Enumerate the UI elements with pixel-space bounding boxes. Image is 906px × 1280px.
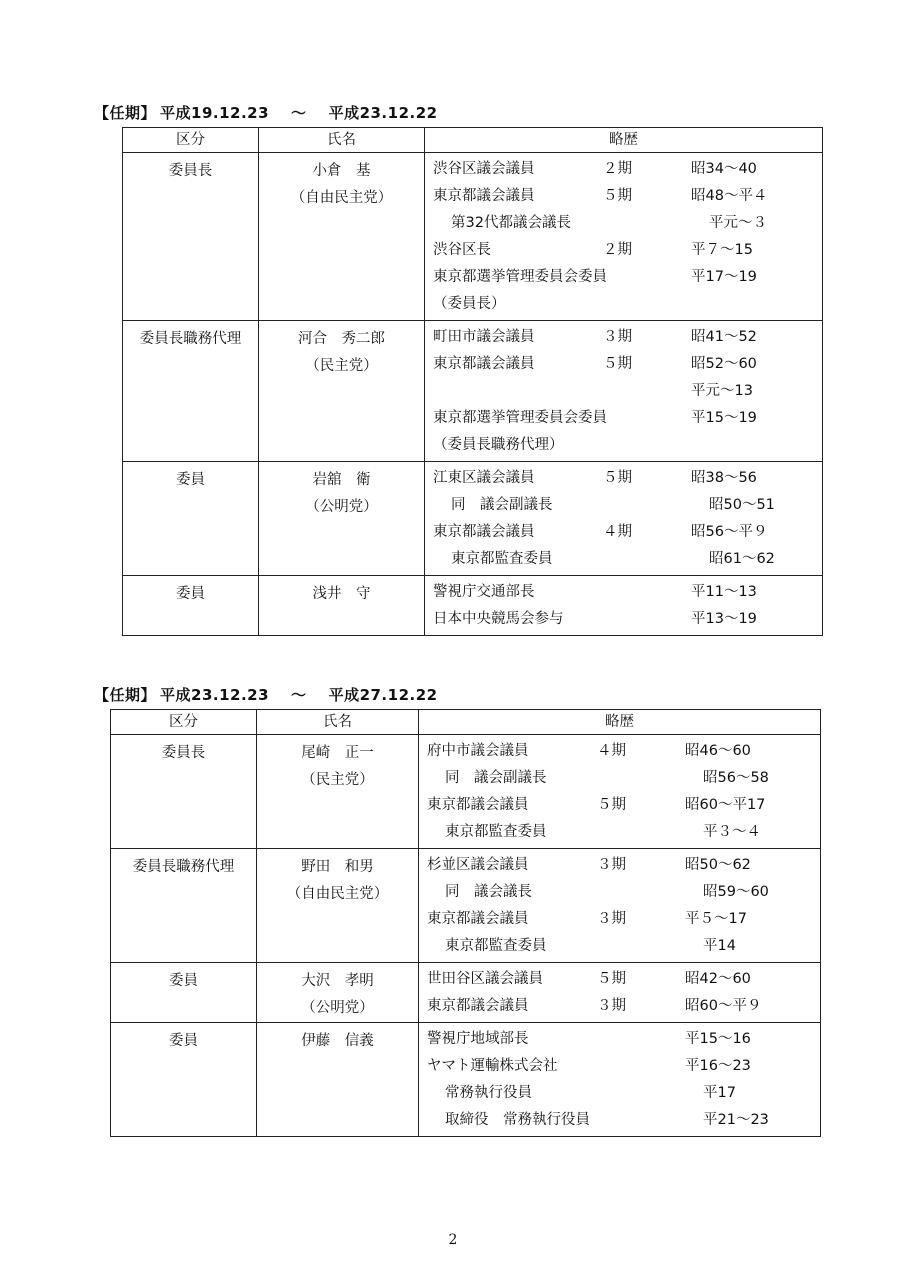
career-term: [597, 1053, 685, 1080]
career-term: ３期: [603, 329, 632, 345]
member-role-cell: [123, 576, 259, 636]
career-period: 平16～23: [685, 1058, 751, 1074]
career-title: 東京都議会議員: [433, 524, 535, 540]
member-party: （民主党）: [305, 358, 378, 374]
career-entry: [425, 210, 822, 237]
career-entry: [425, 579, 822, 606]
career-entry: [419, 1026, 820, 1053]
career-title: 渋谷区長: [433, 242, 491, 258]
member-name: 岩舘 衛: [312, 472, 371, 488]
career-period: 昭46～60: [685, 743, 751, 759]
career-term: [615, 879, 703, 906]
page-number: 2: [448, 1232, 458, 1248]
member-row: [111, 1023, 821, 1137]
career-title: 取締役 常務執行役員: [445, 1112, 590, 1128]
career-term: [603, 291, 691, 318]
career-period: 平７～15: [691, 242, 753, 258]
career-period: [691, 432, 822, 459]
member-career-cell: [425, 462, 823, 576]
career-entry: [419, 792, 820, 819]
member-party: （公明党）: [301, 1000, 374, 1016]
career-entry: [419, 993, 820, 1020]
career-term: ５期: [603, 356, 632, 372]
career-title: 世田谷区議会議員: [427, 971, 543, 987]
term-heading-1: [94, 102, 438, 123]
career-title: 東京都監査委員: [445, 938, 547, 954]
member-role-cell: [123, 462, 259, 576]
career-term: [615, 933, 703, 960]
table-body: [111, 735, 821, 1137]
career-entry: [425, 237, 822, 264]
career-period: 平11～13: [691, 584, 757, 600]
member-row: [123, 576, 823, 636]
header-name: 氏名: [259, 128, 425, 153]
member-row: [111, 735, 821, 849]
member-name-cell: [259, 462, 425, 576]
career-entry: [419, 879, 820, 906]
career-title: 日本中央競馬会参与: [433, 611, 564, 627]
career-entry: [425, 432, 822, 459]
member-name: 河合 秀二郎: [298, 331, 385, 347]
career-term: ３期: [597, 998, 626, 1014]
career-title: 東京都議会議員: [427, 911, 529, 927]
member-party: （自由民主党）: [286, 886, 389, 902]
career-period: [691, 291, 822, 318]
career-title: 東京都選挙管理委員会委員: [433, 269, 607, 285]
member-name-cell: [259, 153, 425, 321]
career-period: 昭41～52: [691, 329, 757, 345]
career-period: 平元～13: [691, 383, 753, 399]
career-title: 渋谷区議会議員: [433, 161, 535, 177]
career-term: ３期: [597, 857, 626, 873]
career-term: ２期: [603, 242, 632, 258]
career-entry: [419, 738, 820, 765]
career-title: 東京都議会議員: [427, 797, 529, 813]
career-title: 東京都選挙管理委員会委員: [433, 410, 607, 426]
career-title: 常務執行役員: [445, 1085, 532, 1101]
career-title: 第32代都議会議長: [451, 215, 571, 231]
career-period: 平15～16: [685, 1031, 751, 1047]
career-title: 府中市議会議員: [427, 743, 529, 759]
career-entry: [425, 492, 822, 519]
member-name: 大沢 孝明: [301, 973, 374, 989]
header-career: 略歴: [419, 710, 821, 735]
career-title: （委員長職務代理）: [433, 437, 564, 453]
career-term: ３期: [597, 911, 626, 927]
career-term: ４期: [603, 524, 632, 540]
table-header-row: [123, 128, 823, 153]
member-row: [111, 963, 821, 1023]
member-role-cell: [123, 153, 259, 321]
career-period: 昭50～51: [709, 497, 775, 513]
career-entry: [419, 933, 820, 960]
member-table-1: [122, 127, 823, 636]
member-role: 委員長職務代理: [132, 859, 235, 875]
career-term: [615, 765, 703, 792]
career-term: [621, 492, 709, 519]
career-term: [597, 1026, 685, 1053]
career-term: [603, 606, 691, 633]
career-entry: [419, 765, 820, 792]
career-title: ヤマト運輸株式会社: [427, 1058, 558, 1074]
career-title: 東京都監査委員: [451, 551, 553, 567]
career-period: 平元～３: [709, 215, 767, 231]
member-role: 委員長: [168, 163, 213, 179]
member-name: 尾崎 正一: [301, 745, 374, 761]
career-term: [621, 210, 709, 237]
career-period: 昭60～平９: [685, 998, 762, 1014]
career-title: 東京都議会議員: [433, 188, 535, 204]
career-title: 東京都議会議員: [433, 356, 535, 372]
career-term: [615, 819, 703, 846]
term-start: 平成19.12.23: [160, 104, 270, 122]
career-period: 平14: [703, 938, 736, 954]
career-term: [603, 579, 691, 606]
career-title: 江東区議会議員: [433, 470, 535, 486]
term-end: 平成27.12.22: [328, 686, 438, 704]
member-role-cell: [123, 321, 259, 462]
career-entry: [419, 1107, 820, 1134]
table-body: [123, 153, 823, 636]
career-title: 東京都監査委員: [445, 824, 547, 840]
career-title: 杉並区議会議員: [427, 857, 529, 873]
career-entry: [425, 351, 822, 378]
career-title: 町田市議会議員: [433, 329, 535, 345]
term-end: 平成23.12.22: [328, 104, 438, 122]
career-period: 昭56～平９: [691, 524, 768, 540]
member-row: [123, 153, 823, 321]
career-period: 平15～19: [691, 410, 757, 426]
member-party: （民主党）: [301, 772, 374, 788]
career-period: 昭38～56: [691, 470, 757, 486]
member-role-cell: [111, 735, 257, 849]
career-period: 平３～４: [703, 824, 761, 840]
member-row: [123, 321, 823, 462]
member-role-cell: [111, 963, 257, 1023]
career-title: 同 議会議長: [445, 884, 532, 900]
member-career-cell: [419, 963, 821, 1023]
term-label: 【任期】: [94, 104, 157, 122]
career-period: 平21～23: [703, 1112, 769, 1128]
career-period: 昭52～60: [691, 356, 757, 372]
member-career-cell: [425, 153, 823, 321]
member-name: 野田 和男: [301, 859, 374, 875]
career-term: ５期: [603, 470, 632, 486]
career-entry: [419, 852, 820, 879]
header-role: 区分: [111, 710, 257, 735]
member-role: 委員長: [161, 745, 206, 761]
career-title: 東京都議会議員: [427, 998, 529, 1014]
career-period: 平17: [703, 1085, 736, 1101]
career-entry: [425, 465, 822, 492]
member-name-cell: [259, 321, 425, 462]
career-period: 平17～19: [691, 269, 757, 285]
career-entry: [425, 606, 822, 633]
career-period: 平５～17: [685, 911, 747, 927]
career-term: [615, 1107, 703, 1134]
career-title: 警視庁地域部長: [427, 1031, 529, 1047]
member-name-cell: [257, 963, 419, 1023]
career-title: 同 議会副議長: [451, 497, 553, 513]
career-term: [603, 378, 691, 405]
member-row: [111, 849, 821, 963]
member-career-cell: [425, 576, 823, 636]
career-term: [603, 405, 691, 432]
career-title: [425, 378, 603, 405]
career-term: ４期: [597, 743, 626, 759]
career-period: 昭42～60: [685, 971, 751, 987]
header-name: 氏名: [257, 710, 419, 735]
career-period: 昭56～58: [703, 770, 769, 786]
term-heading-2: [94, 684, 438, 705]
member-career-cell: [425, 321, 823, 462]
member-name-cell: [257, 735, 419, 849]
member-name: 伊藤 信義: [301, 1033, 374, 1049]
member-role: 委員: [169, 973, 198, 989]
career-term: ５期: [603, 188, 632, 204]
career-period: 昭60～平17: [685, 797, 766, 813]
member-role-cell: [111, 849, 257, 963]
career-title: 警視庁交通部長: [433, 584, 535, 600]
member-name-cell: [259, 576, 425, 636]
career-term: [603, 432, 691, 459]
term-separator: ～: [291, 686, 307, 704]
career-period: 平13～19: [691, 611, 757, 627]
header-role: 区分: [123, 128, 259, 153]
career-entry: [419, 1080, 820, 1107]
header-career: 略歴: [425, 128, 823, 153]
career-entry: [425, 378, 822, 405]
career-period: 昭61～62: [709, 551, 775, 567]
career-term: ５期: [597, 797, 626, 813]
career-term: [615, 1080, 703, 1107]
career-term: ２期: [603, 161, 632, 177]
career-entry: [419, 819, 820, 846]
career-entry: [425, 183, 822, 210]
member-role: 委員: [176, 586, 205, 602]
career-term: [621, 546, 709, 573]
career-entry: [425, 156, 822, 183]
member-career-cell: [419, 849, 821, 963]
member-party: （自由民主党）: [290, 190, 393, 206]
career-entry: [425, 324, 822, 351]
career-period: 昭50～62: [685, 857, 751, 873]
member-role-cell: [111, 1023, 257, 1137]
career-entry: [425, 519, 822, 546]
career-title: 同 議会副議長: [445, 770, 547, 786]
career-term: ５期: [597, 971, 626, 987]
career-title: （委員長）: [433, 296, 506, 312]
table-header-row: [111, 710, 821, 735]
career-period: 昭34～40: [691, 161, 757, 177]
term-separator: ～: [291, 104, 307, 122]
career-entry: [425, 405, 822, 432]
career-entry: [419, 1053, 820, 1080]
member-name-cell: [257, 849, 419, 963]
career-entry: [425, 264, 822, 291]
term-label: 【任期】: [94, 686, 157, 704]
member-role: 委員長職務代理: [139, 331, 242, 347]
member-career-cell: [419, 735, 821, 849]
member-name: 浅井 守: [312, 586, 371, 602]
career-entry: [425, 291, 822, 318]
member-name: 小倉 基: [312, 163, 371, 179]
member-role: 委員: [176, 472, 205, 488]
member-name-cell: [257, 1023, 419, 1137]
career-period: 昭48～平４: [691, 188, 768, 204]
career-entry: [419, 966, 820, 993]
member-row: [123, 462, 823, 576]
member-career-cell: [419, 1023, 821, 1137]
career-entry: [425, 546, 822, 573]
career-period: 昭59～60: [703, 884, 769, 900]
member-role: 委員: [169, 1033, 198, 1049]
career-term: [603, 264, 691, 291]
term-start: 平成23.12.23: [160, 686, 270, 704]
member-table-2: [110, 709, 821, 1137]
career-entry: [419, 906, 820, 933]
member-party: （公明党）: [305, 499, 378, 515]
